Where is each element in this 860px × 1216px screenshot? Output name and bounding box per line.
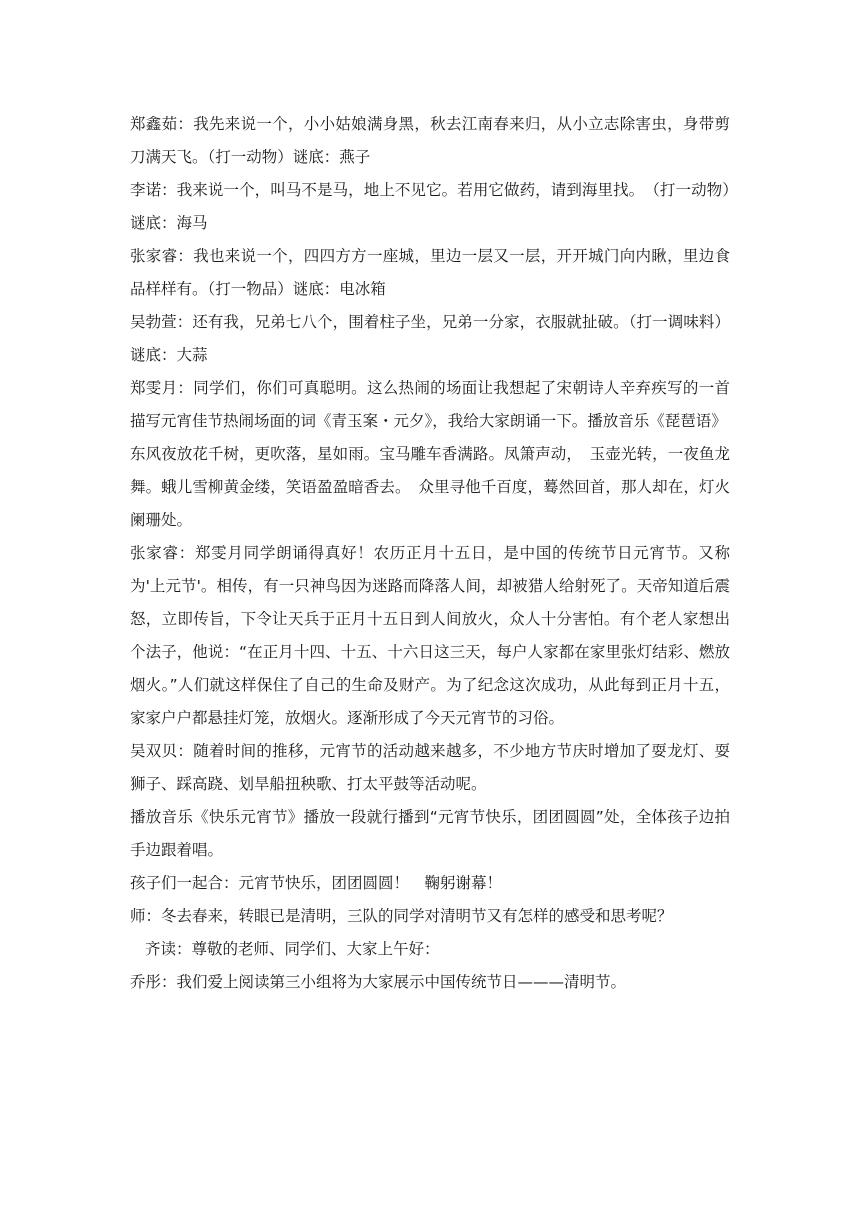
paragraph-children-chorus: 孩子们一起合：元宵节快乐，团团圆圆！ 鞠躬谢幕！ xyxy=(130,874,503,892)
paragraph-riddle-zheng-xinru: 郑鑫茹：我先来说一个，小小姑娘满身黑，秋去江南春来归，从小立志除害虫，身带剪刀满天飞。（打一动物）谜底：燕子 xyxy=(130,115,730,166)
paragraph-riddle-wu-boxuan: 吴勃萱：还有我，兄弟七八个，围着柱子坐，兄弟一分家，衣服就扯破。（打一调味料）谜底：大蒜 xyxy=(130,313,730,364)
paragraph-riddle-zhang-jiarui: 张家睿：我也来说一个，四四方方一座城，里边一层又一层，开开城门向内瞅，里边食品样样有。（打一物品）谜底：电冰箱 xyxy=(130,247,730,298)
paragraph-zheng-wenyue-intro: 郑雯月：同学们，你们可真聪明。这么热闹的场面让我想起了宋朝诗人辛弃疾写的一首描写元宵佳节热闹场面的词《青玉案・元夕》，我给大家朗诵一下。播放音乐《琵琶语》 xyxy=(130,379,730,430)
paragraph-riddle-li-nuo: 李诺：我来说一个，叫马不是马，地上不见它。若用它做药，请到海里找。 （打一动物）谜底：海马 xyxy=(130,181,730,232)
paragraph-festival-activities: 吴双贝：随着时间的推移，元宵节的活动越来越多，不少地方节庆时增加了耍龙灯、耍狮子、踩高跷、划旱船扭秧歌、打太平鼓等活动呢。 xyxy=(130,742,730,793)
paragraph-qiao-tong-intro: 乔彤：我们爱上阅读第三小组将为大家展示中国传统节日———清明节。 xyxy=(130,973,627,991)
paragraph-teacher-transition: 师：冬去春来，转眼已是清明，三队的同学对清明节又有怎样的感受和思考呢？ xyxy=(130,907,673,925)
paragraph-lantern-festival-legend: 张家睿：郑雯月同学朗诵得真好！农历正月十五日，是中国的传统节日元宵节。又称为'上元节'。相传，有一只神鸟因为迷路而降落人间，却被猎人给射死了。天帝知道后震怒，立即传旨，下令让天兵于正月十五日到人间放火，众人十分害怕。有个老人家想出个法子，他说：“在正月十四、十五、十六日这三天，每户人家都在家里张灯结彩、燃放烟火。”人们就这样保住了自己的生命及财产。为了纪念这次成功，从此每到正月十五，家家户户都悬挂灯笼，放烟火。逐渐形成了今天元宵节的习俗。 xyxy=(130,544,730,727)
document-body xyxy=(130,108,730,999)
paragraph-music-cue: 播放音乐《快乐元宵节》播放一段就行播到“元宵节快乐，团团圆圆”处，全体孩子边拍手边跟着唱。 xyxy=(130,808,730,859)
paragraph-poem-qingyuan: 东风夜放花千树，更吹落，星如雨。宝马雕车香满路。凤箫声动， 玉壶光转，一夜鱼龙舞。蛾儿雪柳黄金缕，笑语盈盈暗香去。 众里寻他千百度，蓦然回首，那人却在，灯火阑珊处。 xyxy=(130,445,730,529)
paragraph-group-reading: 齐读：尊敬的老师、同学们、大家上午好： xyxy=(145,940,440,958)
